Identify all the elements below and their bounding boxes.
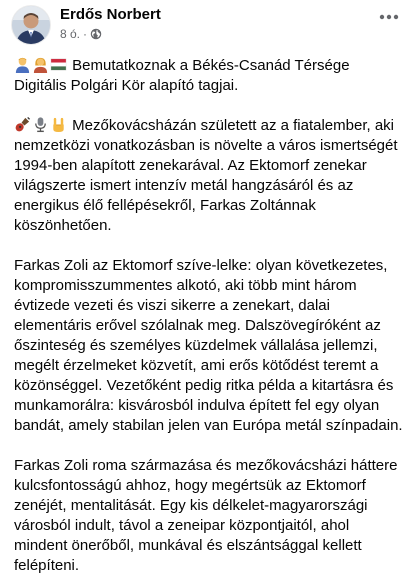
guitar-emoji — [14, 116, 31, 133]
person-emoji — [14, 56, 31, 73]
more-options-button[interactable] — [376, 8, 402, 26]
avatar[interactable] — [12, 6, 50, 44]
woman-emoji — [32, 56, 49, 73]
globe-icon[interactable] — [90, 28, 102, 40]
post-paragraph-biography — [14, 116, 404, 236]
author-name[interactable]: Erdős Norbert — [60, 6, 161, 23]
microphone-emoji — [32, 116, 49, 133]
paragraph-text: Bemutatkoznak a Békés-Csanád Térsége Digitális Polgári Kör alapító tagjai. — [14, 57, 350, 94]
post-paragraph-background — [14, 456, 404, 576]
paragraph-text: Farkas Zoli roma származása és mezőkovácsházi háttere kulcsfontosságú ahhoz, hogy megértsük az Ektomorf zenéjét, mentalitását. Egy kis délkelet-magyarországi városból indult, távol a zeneipar központjaitól, ahol mindent önerőből, munkával és elszántsággal kellett felépíteni. — [14, 457, 398, 574]
rock-hand-emoji — [50, 116, 67, 133]
profile-photo-icon — [12, 6, 50, 44]
hungary-flag-emoji — [50, 56, 67, 73]
post-body — [14, 56, 404, 576]
post-header — [0, 0, 414, 50]
post-paragraph-character — [14, 256, 404, 436]
ellipsis-icon — [379, 14, 399, 20]
post-paragraph-intro — [14, 56, 404, 96]
paragraph-text: Farkas Zoli az Ektomorf szíve-lelke: olyan következetes, kompromisszummentes alkotó, aki több mint három évtizede vezeti és viszi sikerre a zenekart, dalai elementáris erővel szólalnak meg. Dalszövegíróként az őszinteség és személyes küzdelmek vállalása jellemzi, megélt érzelmeket közvetít, ami erős kötődést teremt a közönséggel. Vezetőként pedig ritka példa a kitartásra és munkamorálra: kisvárosból indulva épített fel egy olyan bandát, amely stabilan jelen van Európa metál színpadain. — [14, 257, 403, 434]
paragraph-text: Mezőkovácsházán született az a fiatalember, aki nemzetközi vonatkozásban is növelte a város ismertségét 1994-ben alapított zenekarával. Az Ektomorf zenekar világszerte ismert intenzív metál hangzásáról és az energikus élő fellépésekről, Farkas Zoltánnak köszönhetően. — [14, 117, 398, 234]
post-time[interactable]: 8 ó. — [60, 27, 81, 41]
post-meta: 8 ó. · — [60, 27, 102, 41]
